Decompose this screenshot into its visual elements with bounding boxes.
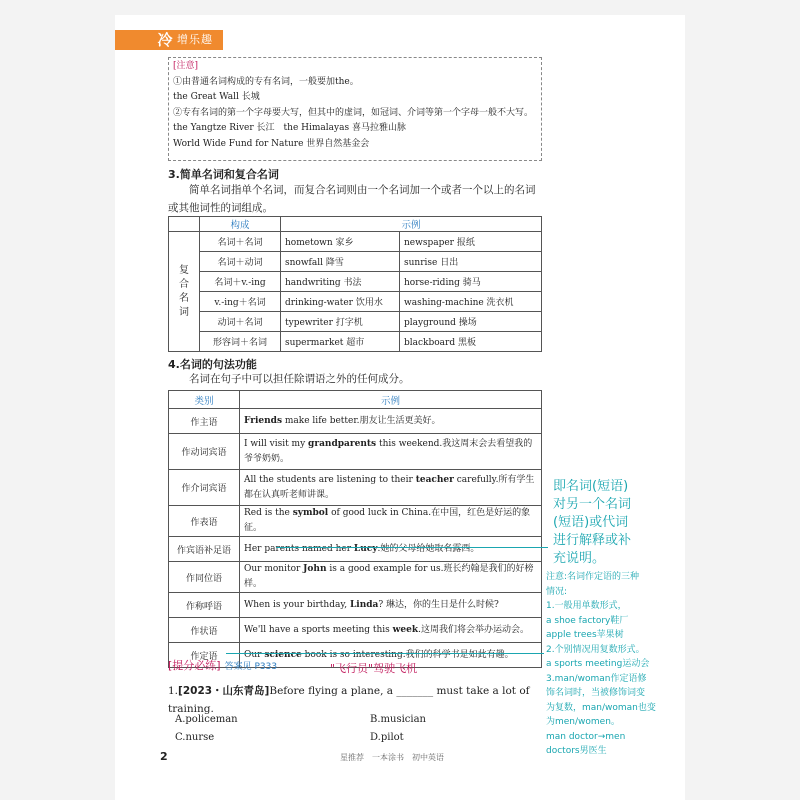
keyword: grandparents bbox=[308, 438, 377, 449]
category-cell: 作称呼语 bbox=[169, 593, 240, 618]
keyword: Lucy bbox=[353, 543, 378, 554]
table-row bbox=[169, 618, 542, 643]
table-row bbox=[169, 506, 542, 537]
example-cell: All the students are listening to their teacher carefully.所有学生都在认真听老师讲课。 bbox=[240, 470, 542, 506]
handwritten-note-line: 进行解释或补 bbox=[553, 533, 632, 548]
group-label: 复合名词 bbox=[169, 232, 200, 352]
table-cell: horse-riding 骑马 bbox=[400, 272, 542, 292]
category-cell: 作同位语 bbox=[169, 562, 240, 593]
table-cell: 名词＋v.-ing bbox=[200, 272, 281, 292]
note-line: the Great Wall 长城 bbox=[173, 92, 260, 102]
table-cell: washing-machine 洗衣机 bbox=[400, 292, 542, 312]
handwritten-note-line: a sports meeting运动会 bbox=[546, 659, 650, 669]
table-cell: handwriting 书法 bbox=[281, 272, 400, 292]
annotation-line bbox=[276, 547, 548, 548]
note-line: ①由普通名词构成的专有名词，一般要加the。 bbox=[173, 76, 359, 87]
table-row bbox=[169, 434, 542, 470]
header-title: 增乐趣 bbox=[177, 33, 213, 46]
handwritten-note-line: 即名词(短语) bbox=[553, 479, 629, 494]
question-number: 1. bbox=[168, 685, 179, 697]
table-cell: hometown 家乡 bbox=[281, 232, 400, 252]
syntax-function-table bbox=[168, 390, 542, 668]
footer-series: 星推荐 一本涂书 初中英语 bbox=[340, 753, 444, 762]
option-b[interactable]: B.musician bbox=[370, 714, 426, 725]
table-row bbox=[169, 470, 542, 506]
example-cell: Friends make life better.朋友让生活更美好。 bbox=[240, 409, 542, 434]
keyword: John bbox=[303, 564, 327, 574]
handwritten-note-line: man doctor→men bbox=[546, 731, 626, 742]
keyword: science bbox=[264, 649, 302, 660]
keyword: Linda bbox=[349, 599, 379, 610]
handwritten-note-line: 对另一个名词 bbox=[553, 497, 632, 512]
compound-noun-table bbox=[168, 216, 542, 352]
table-cell: supermarket 超市 bbox=[281, 332, 400, 352]
note-tag: [注意] bbox=[173, 61, 199, 71]
table-header: 示例 bbox=[281, 217, 542, 232]
table-cell: 名词＋动词 bbox=[200, 252, 281, 272]
note-box bbox=[168, 57, 542, 161]
table-header: 构成 bbox=[200, 217, 281, 232]
handwritten-note-line: 2.个别情况用复数形式。 bbox=[546, 644, 645, 655]
page-number: 2 bbox=[160, 750, 168, 763]
handwritten-note-line: 3.man/woman作定语修 bbox=[546, 673, 647, 684]
table-cell: 形容词＋名词 bbox=[200, 332, 281, 352]
section3-title: 3.简单名词和复合名词 bbox=[168, 168, 279, 181]
example-cell: When is your birthday, Linda? 琳达，你的生日是什么时候? bbox=[240, 593, 542, 618]
note-line: the Yangtze River 长江 the Himalayas 喜马拉雅山脉 bbox=[173, 123, 406, 133]
handwritten-note-line: 1.一般用单数形式， bbox=[546, 601, 627, 611]
table-cell: playground 操场 bbox=[400, 312, 542, 332]
table-cell: drinking-water 饮用水 bbox=[281, 292, 400, 312]
category-cell: 作主语 bbox=[169, 409, 240, 434]
option-c[interactable]: C.nurse bbox=[175, 732, 215, 743]
category-cell: 作动词宾语 bbox=[169, 434, 240, 470]
table-cell: v.-ing＋名词 bbox=[200, 292, 281, 312]
header-bar bbox=[115, 30, 223, 50]
note-line: ②专有名词的第一个字母要大写，但其中的虚词，如冠词、介词等第一个字母一般不大写。 bbox=[173, 107, 534, 118]
keyword: teacher bbox=[415, 474, 454, 485]
example-cell: Red is the symbol of good luck in China.在中国，红色是好运的象征。 bbox=[240, 506, 542, 537]
section3-paragraph: 简单名词指单个名词，而复合名词则由一个名词加一个或者一个以上的名词或其他词性的词组成。 bbox=[168, 184, 536, 214]
handwritten-note-line: 为复数，man/woman也变 bbox=[546, 702, 656, 713]
logo-icon: 冷 bbox=[157, 31, 173, 49]
keyword: Friends bbox=[244, 415, 283, 426]
table-row bbox=[169, 537, 542, 562]
example-cell: Our science book is so interesting.我们的科学书是如此有趣。 bbox=[240, 643, 542, 668]
table-header: 类别 bbox=[169, 391, 240, 409]
example-cell: I will visit my grandparents this weekend.我这周末会去看望我的爷爷奶奶。 bbox=[240, 434, 542, 470]
annotation-line bbox=[226, 653, 544, 654]
handwritten-note-line: 情况: bbox=[546, 586, 568, 597]
option-a[interactable]: A.policeman bbox=[175, 714, 238, 725]
note-line: World Wide Fund for Nature 世界自然基金会 bbox=[173, 138, 370, 149]
handwritten-note-line: 饰名词时，当被修饰词变 bbox=[546, 688, 646, 698]
table-row bbox=[169, 562, 542, 593]
table-cell: 动词＋名词 bbox=[200, 312, 281, 332]
table-header: 示例 bbox=[240, 391, 542, 409]
handwritten-note-line: 充说明。 bbox=[553, 551, 606, 566]
answer-ref: 答案见 P333 bbox=[224, 662, 278, 672]
handwritten-flying-note: "飞行员"驾驶飞机 bbox=[330, 662, 418, 675]
question-source: [2023・山东青岛] bbox=[178, 685, 270, 697]
handwritten-note-line: doctors男医生 bbox=[546, 746, 607, 756]
option-d[interactable]: D.pilot bbox=[370, 732, 404, 743]
question-1 bbox=[168, 682, 546, 718]
category-cell: 作表语 bbox=[169, 506, 240, 537]
handwritten-note-line: apple trees苹果树 bbox=[546, 630, 624, 640]
table-cell: newspaper 报纸 bbox=[400, 232, 542, 252]
category-cell: 作宾语补足语 bbox=[169, 537, 240, 562]
category-cell: 作定语 bbox=[169, 643, 240, 668]
section4-paragraph: 名词在句子中可以担任除谓语之外的任何成分。 bbox=[189, 373, 410, 385]
section4-title: 4.名词的句法功能 bbox=[168, 358, 257, 371]
handwritten-note-line: 为men/women。 bbox=[546, 717, 620, 727]
category-cell: 作状语 bbox=[169, 618, 240, 643]
table-row bbox=[169, 409, 542, 434]
example-cell: Her parents named her Lucy.她的父母给她取名露西。 bbox=[240, 537, 542, 562]
table-cell: snowfall 降雪 bbox=[281, 252, 400, 272]
example-cell: We'll have a sports meeting this week.这周我们将会举办运动会。 bbox=[240, 618, 542, 643]
example-cell: Our monitor John is a good example for us.班长约翰是我们的好榜样。 bbox=[240, 562, 542, 593]
handwritten-note-line: (短语)或代词 bbox=[553, 515, 629, 530]
table-row bbox=[169, 593, 542, 618]
category-cell: 作介词宾语 bbox=[169, 470, 240, 506]
keyword: week bbox=[392, 624, 419, 635]
table-cell: sunrise 日出 bbox=[400, 252, 542, 272]
handwritten-note-line: 注意:名词作定语的三种 bbox=[546, 572, 640, 582]
keyword: symbol bbox=[292, 508, 329, 518]
question-text: Before flying a plane, a _______ must take a lot of training. bbox=[168, 685, 530, 715]
handwritten-note-line: a shoe factory鞋厂 bbox=[546, 615, 629, 626]
table-cell: typewriter 打字机 bbox=[281, 312, 400, 332]
table-cell: blackboard 黑板 bbox=[400, 332, 542, 352]
practice-title: [提分必练] 答案见 P333 bbox=[168, 659, 278, 672]
table-cell: 名词＋名词 bbox=[200, 232, 281, 252]
